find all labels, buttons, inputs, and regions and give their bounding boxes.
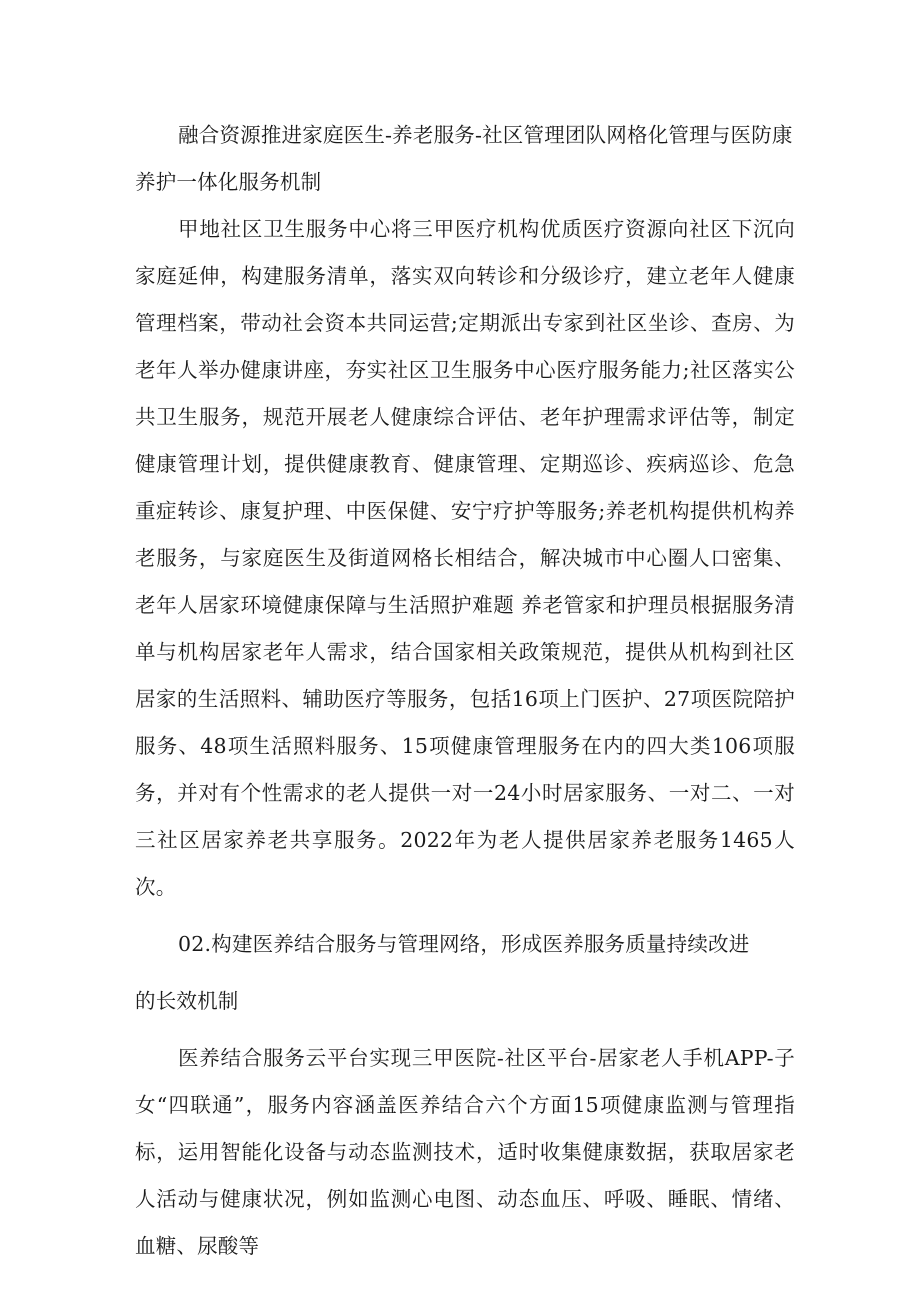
section1-heading-line1: 融合资源推进家庭医生-养老服务-社区管理团队网格化管理与医防康 xyxy=(178,123,793,147)
document-content xyxy=(135,112,795,1270)
section2-heading-line1: 02.构建医养结合服务与管理网络，形成医养服务质量持续改进 xyxy=(178,932,750,956)
paragraph-spacer xyxy=(135,968,795,978)
section2-heading-line2: 的长效机制 xyxy=(135,989,239,1013)
section1-body-paragraph: 甲地社区卫生服务中心将三甲医疗机构优质医疗资源向社区下沉向家庭延伸，构建服务清单，落实双向转诊和分级诊疗，建立老年人健康管理档案，带动社会资本共同运营;定期派出专家到社区坐诊、查房、为老年人举办健康讲座，夯实社区卫生服务中心医疗服务能力;社区落实公共卫生服务，规范开展老人健康综合评估、老年护理需求评估等，制定健康管理计划，提供健康教育、健康管理、定期巡诊、疾病巡诊、危急重症转诊、康复护理、中医保健、安宁疗护等服务;养老机构提供机构养老服务，与家庭医生及街道网格长相结合，解决城市中心圈人口密集、老年人居家环境健康保障与生活照护难题 养老管家和护理员根据服务清单与机构居家老年人需求，结合国家相关政策规范，提供从机构到社区居家的生活照料、辅助医疗等服务，包括16项上门医护、27项医院陪护服务、48项生活照料服务、15项健康管理服务在内的四大类106项服务，并对有个性需求的老人提供一对一24小时居家服务、一对二、一对三社区居家养老共享服务。2022年为老人提供居家养老服务1465人次。 xyxy=(135,217,795,899)
paragraph-spacer xyxy=(135,1025,795,1035)
paragraph-spacer xyxy=(135,911,795,921)
section1-heading-line2: 养护一体化服务机制 xyxy=(135,170,322,194)
section2-body-paragraph: 医养结合服务云平台实现三甲医院-社区平台-居家老人手机APP-子女“四联通”，服务内容涵盖医养结合六个方面15项健康监测与管理指标，运用智能化设备与动态监测技术，适时收集健康数据，获取居家老人活动与健康状况，例如监测心电图、动态血压、呼吸、睡眠、情绪、血糖、尿酸等 xyxy=(135,1046,795,1258)
